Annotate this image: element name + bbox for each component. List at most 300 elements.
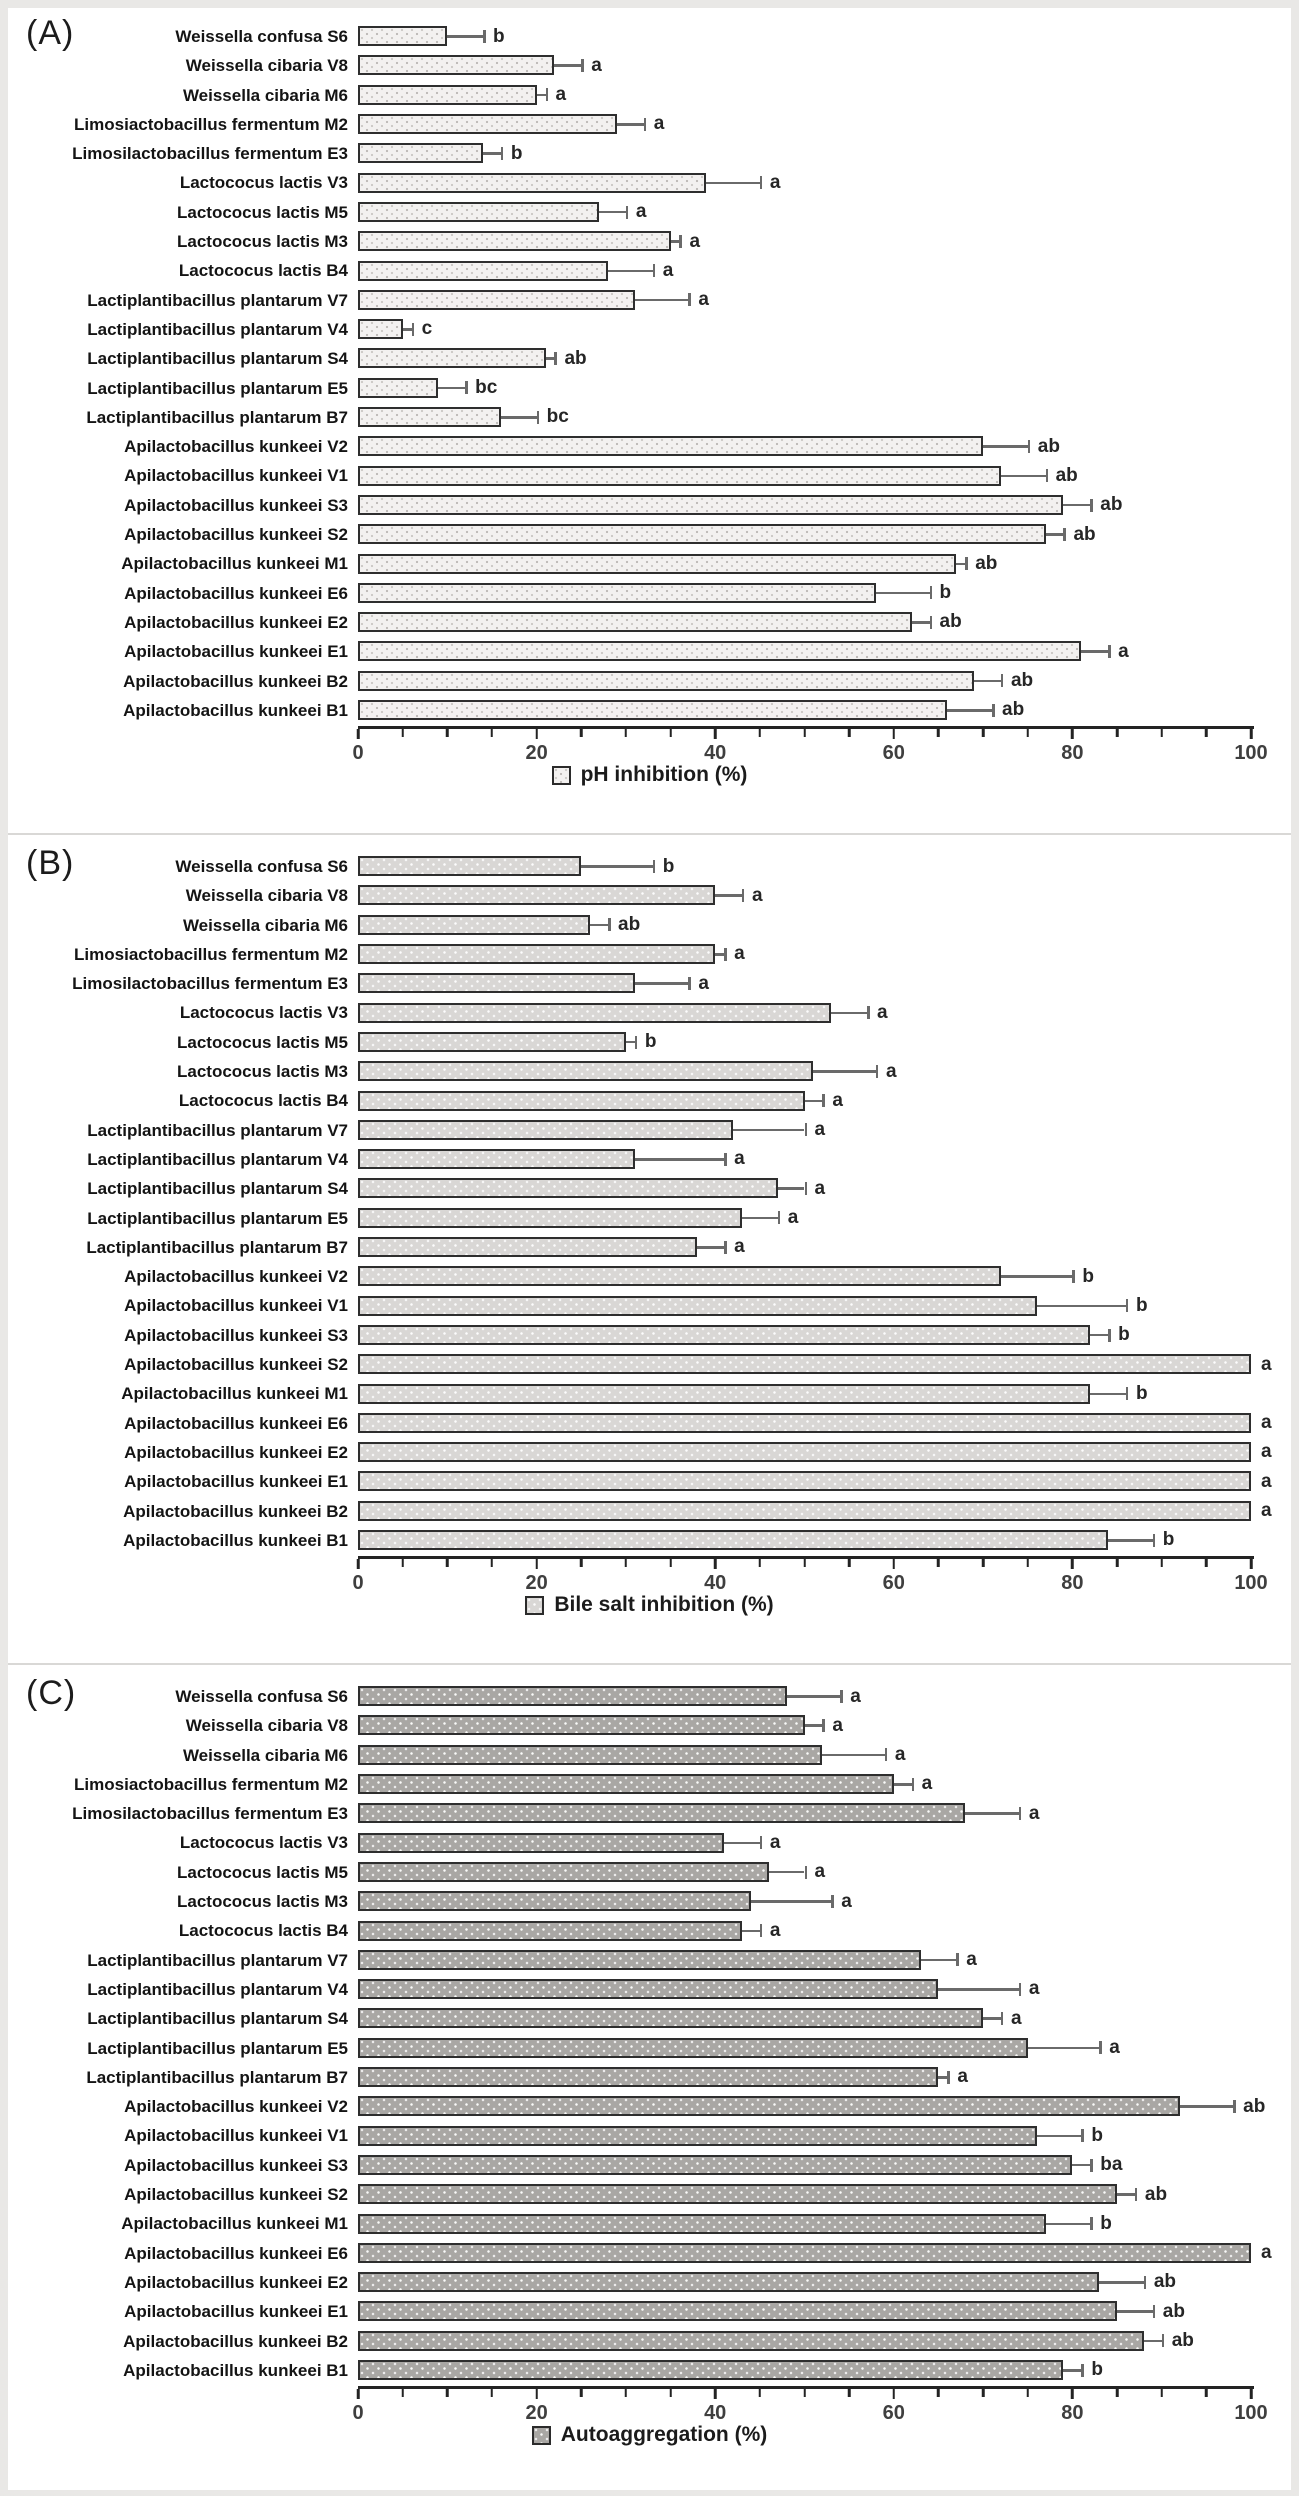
error-bar [546, 357, 555, 360]
x-tick-label: 0 [352, 1572, 364, 1594]
x-tick [669, 2389, 672, 2397]
plot-area [358, 2209, 1291, 2238]
plot-area [358, 1741, 1291, 1770]
x-tick [401, 1559, 404, 1567]
plot-area [358, 22, 1291, 51]
plot-area [358, 2297, 1291, 2326]
category-label: Weissella cibaria M6 [182, 85, 348, 105]
error-cap [778, 1211, 781, 1224]
error-bar [599, 211, 626, 214]
error-bar [822, 1754, 885, 1757]
bar-row [8, 1770, 1291, 1799]
error-bar [447, 35, 483, 38]
plot-area [358, 1497, 1291, 1526]
category-label: Apilactobacillus kunkeei B1 [123, 2360, 348, 2380]
bar [358, 407, 501, 427]
x-tick [848, 729, 851, 737]
x-tick [1071, 1559, 1074, 1569]
bar-row [8, 51, 1291, 80]
bar [358, 1803, 965, 1823]
bar [358, 1442, 1251, 1462]
plot-area [358, 1145, 1291, 1174]
x-tick [357, 2389, 360, 2399]
error-bar [715, 894, 742, 897]
panel-letter: (A) [26, 14, 75, 52]
plot-area [358, 1379, 1291, 1408]
x-tick [848, 2389, 851, 2397]
rows-area [8, 1682, 1291, 2385]
bar [358, 944, 715, 964]
x-tick [446, 1559, 449, 1567]
category-label: Weissella confusa S6 [175, 27, 348, 46]
bar [358, 1208, 742, 1228]
sig-letter: a [653, 113, 665, 135]
x-tick [1205, 729, 1208, 737]
plot-area [358, 1770, 1291, 1799]
sig-letter: ab [1010, 670, 1034, 692]
bar-row [8, 1145, 1291, 1174]
error-bar [894, 1783, 912, 1786]
x-tick [1071, 729, 1074, 739]
bar [358, 2272, 1099, 2292]
error-cap [724, 1153, 727, 1166]
bar [358, 1715, 805, 1735]
bar [358, 1921, 742, 1941]
category-label: Apilactobacillus kunkeei E6 [124, 583, 348, 603]
error-bar [876, 592, 930, 595]
error-cap [760, 1836, 763, 1849]
category-label: Weissella cibaria M6 [182, 1745, 348, 1765]
plot-area [358, 1262, 1291, 1291]
sig-letter: a [1261, 1500, 1272, 1522]
plot-area [358, 2063, 1291, 2092]
error-bar [1180, 2105, 1234, 2108]
category-label: Apilactobacillus kunkeei S2 [124, 2185, 348, 2205]
sig-letter: a [769, 171, 781, 193]
error-cap [822, 1094, 825, 1107]
sig-letter: b [1162, 1529, 1175, 1551]
plot-area [358, 1233, 1291, 1262]
sig-letter: a [877, 1001, 888, 1023]
plot-area [358, 881, 1291, 910]
bar [358, 436, 983, 456]
error-cap [1019, 1983, 1022, 1996]
x-tick [714, 1559, 717, 1569]
error-bar [1081, 650, 1108, 653]
error-bar [787, 1695, 841, 1698]
category-label: Apilactobacillus kunkeei S3 [124, 495, 348, 515]
bar-row [8, 667, 1291, 696]
bar [358, 671, 974, 691]
error-cap [608, 918, 611, 931]
category-label: Apilactobacillus kunkeei M1 [121, 554, 348, 574]
plot-area [358, 1858, 1291, 1887]
bar [358, 2243, 1251, 2263]
bar-row [8, 1916, 1291, 1945]
plot-area [358, 315, 1291, 344]
category-label: Weissella confusa S6 [175, 1687, 348, 1706]
plot-area [358, 2034, 1291, 2063]
category-label: Limosilactobacillus fermentum E3 [72, 1804, 348, 1824]
category-label: Apilactobacillus kunkeei M1 [121, 2214, 348, 2234]
bar-row [8, 637, 1291, 666]
error-cap [885, 1748, 888, 1761]
sig-letter: a [814, 1119, 826, 1141]
bar [358, 85, 537, 105]
sig-letter: ab [1002, 699, 1025, 721]
chart-panel-B [8, 838, 1291, 1660]
error-bar [1090, 1393, 1126, 1396]
error-bar [805, 1100, 823, 1103]
bar [358, 319, 403, 339]
bar [358, 1950, 921, 1970]
error-cap [742, 889, 745, 902]
plot-area [358, 491, 1291, 520]
plot-area [358, 1438, 1291, 1467]
bar-row [8, 2092, 1291, 2121]
plot-area [358, 1828, 1291, 1857]
sig-letter: a [769, 1919, 781, 1941]
bar [358, 641, 1081, 661]
category-label: Lactiplantibacillus plantarum V7 [87, 1120, 348, 1140]
panel-letter: (C) [26, 1674, 77, 1712]
sig-letter: b [1091, 2359, 1103, 2381]
error-cap [1233, 2100, 1236, 2113]
bar [358, 915, 590, 935]
x-tick [1250, 2389, 1253, 2399]
bar-row [8, 1409, 1291, 1438]
bar-row [8, 256, 1291, 285]
bar-row [8, 2121, 1291, 2150]
plot-area [358, 1526, 1291, 1555]
error-cap [805, 1866, 808, 1879]
bar-row [8, 969, 1291, 998]
error-bar [912, 621, 930, 624]
sig-letter: bc [475, 377, 498, 399]
sig-letter: a [921, 1773, 933, 1795]
category-label: Apilactobacillus kunkeei E1 [124, 642, 348, 662]
sig-letter: b [1082, 1265, 1094, 1287]
legend-marker-icon [525, 1596, 544, 1615]
sig-letter: a [787, 1207, 799, 1229]
bar [358, 2214, 1046, 2234]
x-tick [1250, 1559, 1253, 1569]
bar-row [8, 1233, 1291, 1262]
x-tick [1160, 2389, 1163, 2397]
plot-area [358, 1291, 1291, 1320]
category-label: Lactococus lactis M3 [176, 1062, 348, 1082]
bar [358, 2126, 1037, 2146]
x-tick [1116, 729, 1119, 737]
x-tick [714, 2389, 717, 2399]
error-cap [1090, 2159, 1093, 2172]
x-tick [982, 1559, 985, 1567]
plot-area [358, 2327, 1291, 2356]
category-label: Apilactobacillus kunkeei E1 [124, 2302, 348, 2322]
x-tick [937, 1559, 940, 1567]
category-label: Apilactobacillus kunkeei V2 [124, 437, 348, 457]
sig-letter: ab [975, 552, 998, 574]
category-label: Lactiplantibacillus plantarum V7 [87, 290, 348, 310]
error-cap [653, 860, 656, 873]
category-label: Apilactobacillus kunkeei S2 [124, 1355, 348, 1375]
error-bar [635, 299, 689, 302]
error-cap [965, 557, 968, 570]
bar-row [8, 608, 1291, 637]
sig-letter: ba [1100, 2154, 1123, 2176]
category-label: Apilactobacillus kunkeei E6 [124, 2243, 348, 2263]
error-bar [581, 865, 652, 868]
sig-letter: a [662, 259, 674, 281]
error-bar [1063, 2369, 1081, 2372]
bar-row [8, 286, 1291, 315]
sig-letter: b [1100, 2212, 1112, 2234]
bar-row [8, 22, 1291, 51]
bar-row [8, 1741, 1291, 1770]
error-bar [733, 1129, 804, 1132]
plot-area [358, 2004, 1291, 2033]
sig-letter: a [957, 2066, 968, 2088]
bar-row [8, 227, 1291, 256]
sig-letter: a [966, 1949, 977, 1971]
category-label: Lactiplantibacillus plantarum B7 [86, 2067, 348, 2087]
error-cap [805, 1123, 808, 1136]
error-cap [947, 2071, 950, 2084]
x-tick [803, 1559, 806, 1567]
category-label: Lactiplantibacillus plantarum S4 [87, 1179, 348, 1199]
error-bar [1108, 1539, 1153, 1542]
bar [358, 1413, 1251, 1433]
error-bar [742, 1217, 778, 1220]
bar-row [8, 1204, 1291, 1233]
x-tick [893, 2389, 896, 2399]
error-bar [438, 387, 465, 390]
bar-row [8, 1682, 1291, 1711]
error-bar [1072, 2164, 1090, 2167]
x-tick-label: 100 [1234, 742, 1268, 764]
error-bar [608, 270, 653, 273]
error-cap [1019, 1807, 1022, 1820]
sig-letter: a [1028, 1802, 1040, 1824]
plot-area [358, 227, 1291, 256]
error-cap [867, 1006, 870, 1019]
bar-row [8, 549, 1291, 578]
category-label: Weissella cibaria V8 [185, 56, 348, 76]
error-bar [751, 1900, 831, 1903]
plot-area [358, 2151, 1291, 2180]
error-bar [947, 709, 992, 712]
x-tick-label: 0 [352, 2402, 364, 2424]
plot-area [358, 461, 1291, 490]
x-tick-label: 60 [882, 2402, 905, 2424]
sig-letter: a [1261, 1412, 1272, 1434]
error-bar [626, 1041, 635, 1044]
error-cap [1153, 2305, 1156, 2318]
error-cap [992, 704, 995, 717]
sig-letter: a [832, 1714, 843, 1736]
plot-area [358, 344, 1291, 373]
error-cap [930, 616, 933, 629]
error-cap [626, 206, 629, 219]
bar [358, 1325, 1090, 1345]
error-cap [930, 586, 933, 599]
x-tick [803, 2389, 806, 2397]
category-label: Weissella cibaria V8 [185, 886, 348, 906]
error-bar [974, 680, 1001, 683]
chart-panel-C [8, 1668, 1291, 2490]
plot-area [358, 2092, 1291, 2121]
bar-row [8, 110, 1291, 139]
bar-row [8, 881, 1291, 910]
error-cap [760, 1924, 763, 1937]
bar [358, 2008, 983, 2028]
sig-letter: ab [1243, 2095, 1266, 2117]
sig-letter: ab [564, 347, 587, 369]
error-cap [412, 323, 415, 336]
x-tick-label: 40 [704, 2402, 727, 2424]
bar-row [8, 1350, 1291, 1379]
plot-area [358, 1799, 1291, 1828]
plot-area [358, 256, 1291, 285]
bar [358, 1745, 822, 1765]
category-label: Apilactobacillus kunkeei B1 [123, 700, 348, 720]
sig-letter: ab [939, 611, 962, 633]
error-cap [1072, 1270, 1075, 1283]
bar-row [8, 520, 1291, 549]
x-tick [625, 2389, 628, 2397]
bar-row [8, 2327, 1291, 2356]
error-cap [1090, 499, 1093, 512]
chart-panel-A [8, 8, 1291, 830]
bar-row [8, 1291, 1291, 1320]
sig-letter: c [421, 318, 433, 340]
sig-letter: a [734, 1236, 745, 1258]
error-cap [1108, 1329, 1111, 1342]
plot-area [358, 1682, 1291, 1711]
bar [358, 1979, 938, 1999]
sig-letter: bc [546, 406, 569, 428]
error-cap [688, 977, 691, 990]
sig-letter: a [1261, 2242, 1272, 2264]
bar [358, 1237, 697, 1257]
error-cap [1063, 528, 1066, 541]
x-tick [625, 729, 628, 737]
x-tick-label: 100 [1234, 2402, 1268, 2424]
sig-letter: a [1109, 2037, 1120, 2059]
plot-area [358, 2180, 1291, 2209]
bar [358, 1501, 1251, 1521]
plot-area [358, 51, 1291, 80]
bar-row [8, 81, 1291, 110]
error-bar [590, 924, 608, 927]
plot-area [358, 1057, 1291, 1086]
category-label: Lactococus lactis M3 [176, 1892, 348, 1912]
error-bar [813, 1070, 876, 1073]
category-label: Lactiplantibacillus plantarum V4 [87, 319, 348, 339]
sig-letter: ab [1171, 2330, 1194, 2352]
error-bar [706, 182, 760, 185]
error-bar [778, 1187, 805, 1190]
bar [358, 2331, 1144, 2351]
bar-row [8, 1174, 1291, 1203]
bar-row [8, 2004, 1291, 2033]
error-cap [956, 1953, 959, 1966]
plot-area [358, 1946, 1291, 1975]
plot-area [358, 2356, 1291, 2385]
sig-letter: a [814, 1177, 826, 1199]
error-cap [1162, 2334, 1165, 2347]
x-tick [446, 2389, 449, 2397]
x-tick [759, 2389, 762, 2397]
category-label: Limosiactobacillus fermentum M2 [74, 944, 348, 964]
category-label: Apilactobacillus kunkeei V1 [124, 2126, 348, 2146]
x-tick-label: 40 [704, 742, 727, 764]
bar-row [8, 1438, 1291, 1467]
bar [358, 2360, 1063, 2380]
panel-separator [8, 1660, 1291, 1668]
x-tick [491, 2389, 494, 2397]
bar [358, 2301, 1117, 2321]
bar [358, 1862, 769, 1882]
category-label: Lactococus lactis V3 [179, 1833, 348, 1853]
error-cap [644, 118, 647, 131]
plot-area [358, 81, 1291, 110]
bar [358, 1091, 805, 1111]
plot-area [358, 852, 1291, 881]
x-tick [580, 1559, 583, 1567]
bar [358, 173, 706, 193]
sig-letter: a [885, 1060, 897, 1082]
error-bar [1090, 1334, 1108, 1337]
x-tick [1027, 729, 1030, 737]
x-tick [1071, 2389, 1074, 2399]
sig-letter: b [493, 25, 505, 47]
legend [8, 760, 1291, 790]
error-cap [546, 88, 549, 101]
bar-row [8, 852, 1291, 881]
sig-letter: a [1261, 1441, 1272, 1463]
x-tick [491, 1559, 494, 1567]
category-label: Lactococus lactis B4 [178, 261, 348, 281]
x-tick [669, 1559, 672, 1567]
bar [358, 2184, 1117, 2204]
sig-letter: ab [1153, 2271, 1177, 2293]
bar [358, 495, 1063, 515]
category-label: Lactococus lactis M3 [176, 232, 348, 252]
plot-area [358, 139, 1291, 168]
error-cap [805, 1182, 808, 1195]
x-tick [580, 2389, 583, 2397]
plot-area [358, 998, 1291, 1027]
error-bar [769, 1871, 805, 1874]
plot-area [358, 940, 1291, 969]
bar-row [8, 579, 1291, 608]
sig-letter: ab [618, 914, 641, 936]
bar-row [8, 1946, 1291, 1975]
error-bar [1001, 475, 1046, 478]
error-cap [1081, 2364, 1084, 2377]
error-cap [554, 352, 557, 365]
error-bar [983, 445, 1028, 448]
plot-area [358, 667, 1291, 696]
category-label: Limosilactobacillus fermentum E3 [72, 144, 348, 164]
error-cap [537, 411, 540, 424]
error-cap [1028, 440, 1031, 453]
category-label: Apilactobacillus kunkeei B1 [123, 1530, 348, 1550]
x-tick [580, 729, 583, 737]
bar-row [8, 1975, 1291, 2004]
category-label: Apilactobacillus kunkeei S2 [124, 525, 348, 545]
